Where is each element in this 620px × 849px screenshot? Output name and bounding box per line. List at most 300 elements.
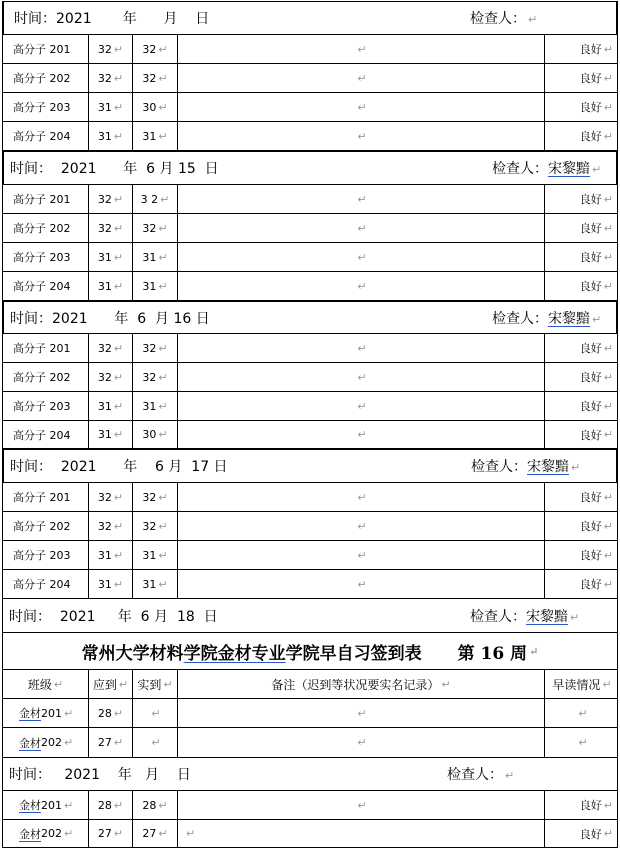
paragraph-mark: ↵	[113, 341, 124, 355]
expected-value: 32	[97, 519, 112, 533]
paragraph-mark: ↵	[158, 221, 168, 235]
class-cell: 高分子 204	[3, 421, 89, 448]
date-label	[10, 456, 228, 476]
expected-value: 28	[97, 798, 112, 812]
present-value: 32	[142, 519, 157, 533]
paragraph-mark: ↵	[113, 798, 124, 812]
expected-cell	[89, 272, 133, 300]
present-value: 31	[142, 548, 157, 562]
expected-value: 31	[97, 129, 112, 143]
paragraph-mark: ↵	[113, 706, 124, 720]
table-row	[2, 699, 618, 728]
paragraph-mark: ↵	[603, 798, 613, 812]
inspector-field	[470, 606, 579, 626]
paragraph-mark: ↵	[603, 370, 613, 384]
present-cell	[133, 820, 178, 847]
paragraph-mark: ↵	[603, 428, 613, 441]
paragraph-mark: ↵	[64, 798, 74, 812]
title-part: 学院金材专业	[183, 643, 286, 664]
expected-value: 31	[97, 428, 112, 441]
paragraph-mark: ↵	[118, 677, 129, 691]
expected-cell	[89, 64, 133, 92]
status-value: 良好	[579, 520, 602, 533]
paragraph-mark: ↵	[357, 71, 367, 85]
date-value: 2021 年 6 月 16 日	[52, 310, 210, 327]
class-number: 201	[41, 706, 62, 720]
status-value: 良好	[579, 400, 602, 413]
table-row	[2, 243, 618, 272]
expected-cell	[89, 214, 133, 242]
class-cell	[3, 699, 89, 727]
paragraph-mark: ↵	[603, 827, 613, 840]
paragraph-mark: ↵	[357, 706, 367, 720]
status-cell	[545, 93, 619, 121]
present-cell	[133, 272, 178, 300]
expected-cell	[89, 512, 133, 540]
present-cell	[133, 35, 178, 63]
class-number: 201	[41, 798, 62, 812]
class-cell: 高分子 204	[3, 570, 89, 598]
paragraph-mark: ↵	[357, 798, 367, 812]
present-value: 31	[142, 250, 157, 264]
class-cell	[3, 728, 89, 757]
inspector-field	[492, 158, 601, 178]
paragraph-mark: ↵	[163, 677, 173, 691]
table-row	[2, 214, 618, 243]
paragraph-mark: ↵	[357, 577, 367, 591]
inspector-label: 检查人：	[470, 11, 526, 27]
expected-value: 32	[97, 42, 112, 56]
paragraph-mark: ↵	[113, 827, 124, 840]
paragraph-mark: ↵	[528, 13, 538, 26]
note-cell	[178, 272, 545, 300]
present-value: 32	[142, 221, 157, 235]
status-value: 良好	[579, 43, 602, 56]
paragraph-mark: ↵	[357, 100, 367, 114]
paragraph-mark: ↵	[603, 100, 613, 114]
paragraph-mark: ↵	[113, 428, 124, 441]
paragraph-mark: ↵	[113, 71, 124, 85]
expected-value: 27	[97, 736, 112, 749]
expected-cell	[89, 35, 133, 63]
inspector-label: 检查人：	[492, 310, 548, 327]
status-cell	[545, 728, 619, 757]
paragraph-mark: ↵	[113, 399, 124, 413]
time-label: 时间：	[14, 11, 56, 27]
column-header-label: 备注（迟到等状况要实名记录）	[271, 677, 440, 692]
paragraph-mark: ↵	[441, 677, 451, 691]
paragraph-mark: ↵	[603, 399, 613, 413]
column-header-label: 应到	[92, 677, 117, 692]
class-link: 金材	[19, 827, 41, 841]
paragraph-mark: ↵	[158, 827, 168, 840]
paragraph-mark: ↵	[505, 769, 515, 782]
present-value: 32	[142, 71, 157, 85]
present-cell	[133, 699, 178, 727]
paragraph-mark: ↵	[357, 192, 367, 206]
note-cell	[178, 728, 545, 757]
expected-value: 31	[97, 548, 112, 562]
inspector-label: 检查人：	[470, 608, 526, 625]
paragraph-mark: ↵	[357, 221, 367, 235]
table-row	[2, 728, 618, 758]
status-cell	[545, 35, 619, 63]
paragraph-mark: ↵	[158, 71, 168, 85]
expected-value: 31	[97, 100, 112, 114]
paragraph-mark: ↵	[603, 341, 613, 355]
present-value: 31	[142, 577, 157, 591]
table-row	[2, 512, 618, 541]
status-value: 良好	[579, 578, 602, 591]
present-cell	[133, 185, 178, 213]
class-number: 202	[41, 736, 62, 749]
paragraph-mark: ↵	[357, 490, 367, 504]
paragraph-mark: ↵	[158, 370, 168, 384]
date-value: 2021 年 6 月 18 日	[51, 608, 218, 625]
time-label: 时间：	[9, 767, 51, 783]
expected-value: 32	[97, 490, 112, 504]
note-cell	[178, 392, 545, 420]
date-header-row	[2, 758, 618, 791]
table-row	[2, 272, 618, 301]
paragraph-mark: ↵	[592, 312, 602, 326]
paragraph-mark: ↵	[357, 279, 367, 293]
inspector-label: 检查人：	[447, 767, 503, 783]
paragraph-mark: ↵	[158, 428, 168, 441]
class-link: 金材	[19, 736, 41, 750]
present-cell	[133, 64, 178, 92]
status-cell	[545, 334, 619, 362]
present-cell	[133, 541, 178, 569]
paragraph-mark: ↵	[603, 192, 613, 206]
paragraph-mark: ↵	[64, 706, 74, 720]
table-row	[2, 483, 618, 512]
class-cell	[3, 791, 89, 819]
note-cell	[178, 214, 545, 242]
note-cell	[178, 122, 545, 150]
date-label	[9, 764, 191, 784]
present-value: 32	[142, 370, 157, 384]
class-cell: 高分子 202	[3, 64, 89, 92]
paragraph-mark: ↵	[113, 577, 124, 591]
class-cell: 高分子 201	[3, 483, 89, 511]
paragraph-mark: ↵	[158, 129, 168, 143]
present-value: 32	[142, 341, 157, 355]
paragraph-mark: ↵	[603, 519, 613, 533]
paragraph-mark: ↵	[158, 100, 168, 114]
inspector-field	[447, 764, 514, 784]
paragraph-mark: ↵	[113, 279, 124, 293]
sheet-title	[2, 633, 618, 670]
paragraph-mark: ↵	[603, 42, 613, 56]
table-row	[2, 122, 618, 151]
paragraph-mark: ↵	[186, 827, 196, 840]
present-cell	[133, 791, 178, 819]
expected-cell	[89, 363, 133, 391]
paragraph-mark: ↵	[113, 490, 124, 504]
paragraph-mark: ↵	[151, 736, 161, 749]
present-value: 30	[142, 100, 157, 114]
status-cell	[545, 791, 619, 819]
status-value: 良好	[579, 101, 602, 114]
inspector-field	[470, 8, 537, 28]
date-value: 2021 年 6 月 17 日	[52, 459, 228, 475]
date-label	[9, 606, 218, 626]
status-cell	[545, 214, 619, 242]
status-cell	[545, 122, 619, 150]
date-label	[10, 158, 219, 178]
paragraph-mark: ↵	[578, 706, 588, 720]
present-cell	[133, 421, 178, 448]
present-cell	[133, 214, 178, 242]
time-label: 时间：	[10, 310, 52, 327]
status-value: 良好	[579, 193, 602, 206]
expected-value: 32	[97, 370, 112, 384]
paragraph-mark: ↵	[158, 279, 168, 293]
date-header-row	[2, 301, 618, 334]
inspector-name: 宋黎黯	[548, 310, 590, 327]
expected-cell	[89, 122, 133, 150]
date-label	[14, 8, 209, 28]
expected-cell	[89, 243, 133, 271]
paragraph-mark: ↵	[158, 42, 168, 56]
inspector-label: 检查人：	[492, 161, 548, 177]
class-number: 202	[41, 827, 62, 840]
note-cell	[178, 243, 545, 271]
note-cell	[178, 483, 545, 511]
paragraph-mark: ↵	[602, 677, 612, 691]
present-value: 27	[142, 827, 157, 840]
paragraph-mark: ↵	[151, 706, 161, 720]
inspector-name: 宋黎黯	[548, 161, 590, 177]
table-row	[2, 64, 618, 93]
status-value: 良好	[579, 130, 602, 143]
status-cell	[545, 512, 619, 540]
date-header-row	[2, 599, 618, 633]
inspector-label: 检查人：	[471, 459, 527, 475]
present-cell	[133, 483, 178, 511]
paragraph-mark: ↵	[529, 644, 539, 658]
paragraph-mark: ↵	[158, 490, 168, 504]
table-row	[2, 363, 618, 392]
paragraph-mark: ↵	[357, 736, 367, 749]
status-cell	[545, 820, 619, 847]
status-value: 良好	[579, 251, 602, 264]
status-cell	[545, 363, 619, 391]
present-cell	[133, 570, 178, 598]
expected-cell	[89, 699, 133, 727]
date-header-row	[2, 449, 618, 483]
table-row	[2, 185, 618, 214]
class-cell: 高分子 201	[3, 334, 89, 362]
status-cell	[545, 421, 619, 448]
column-header-label: 班级	[27, 677, 52, 692]
status-cell	[545, 541, 619, 569]
note-cell	[178, 512, 545, 540]
status-cell	[545, 243, 619, 271]
expected-cell	[89, 570, 133, 598]
note-cell	[178, 35, 545, 63]
class-cell: 高分子 201	[3, 185, 89, 213]
note-cell	[178, 820, 545, 847]
present-cell	[133, 392, 178, 420]
class-cell: 高分子 204	[3, 122, 89, 150]
column-header-status	[545, 670, 619, 698]
status-value: 良好	[579, 549, 602, 562]
expected-value: 32	[97, 192, 112, 206]
note-cell	[178, 570, 545, 598]
status-value: 良好	[579, 280, 602, 293]
class-cell: 高分子 204	[3, 272, 89, 300]
date-value: 2021 年 6 月 15 日	[52, 161, 219, 177]
paragraph-mark: ↵	[113, 42, 124, 56]
paragraph-mark: ↵	[357, 428, 367, 441]
present-cell	[133, 122, 178, 150]
expected-cell	[89, 728, 133, 757]
inspector-name: 宋黎黯	[527, 459, 569, 475]
paragraph-mark: ↵	[603, 577, 613, 591]
paragraph-mark: ↵	[603, 71, 613, 85]
status-cell	[545, 570, 619, 598]
date-value: 2021 年 月 日	[51, 767, 191, 783]
status-value: 良好	[579, 72, 602, 85]
paragraph-mark: ↵	[357, 548, 367, 562]
paragraph-mark: ↵	[158, 250, 168, 264]
paragraph-mark: ↵	[592, 163, 602, 176]
note-cell	[178, 699, 545, 727]
paragraph-mark: ↵	[603, 490, 613, 504]
column-header-note	[178, 670, 545, 698]
week-label: 第 16 周	[457, 643, 528, 664]
present-value: 32	[142, 42, 157, 56]
class-cell: 高分子 203	[3, 243, 89, 271]
expected-cell	[89, 421, 133, 448]
status-cell	[545, 483, 619, 511]
status-cell	[545, 64, 619, 92]
paragraph-mark: ↵	[113, 129, 124, 143]
column-header-present	[133, 670, 178, 698]
date-label	[10, 308, 210, 328]
expected-cell	[89, 392, 133, 420]
present-cell	[133, 93, 178, 121]
expected-value: 32	[97, 221, 112, 235]
expected-cell	[89, 791, 133, 819]
present-value: 31	[142, 279, 157, 293]
present-value: 28	[142, 798, 157, 812]
paragraph-mark: ↵	[603, 250, 613, 264]
expected-cell	[89, 820, 133, 847]
column-header-row	[2, 670, 618, 699]
note-cell	[178, 64, 545, 92]
expected-cell	[89, 483, 133, 511]
paragraph-mark: ↵	[357, 519, 367, 533]
class-cell: 高分子 203	[3, 392, 89, 420]
class-cell: 高分子 202	[3, 512, 89, 540]
present-cell	[133, 363, 178, 391]
present-value: 31	[142, 399, 157, 413]
table-row	[2, 35, 618, 64]
column-header-class	[3, 670, 89, 698]
paragraph-mark: ↵	[603, 129, 613, 143]
paragraph-mark: ↵	[158, 519, 168, 533]
expected-cell	[89, 93, 133, 121]
expected-cell	[89, 334, 133, 362]
column-header-label: 实到	[137, 677, 162, 692]
expected-value: 31	[97, 399, 112, 413]
table-row	[2, 334, 618, 363]
expected-value: 28	[97, 706, 112, 720]
paragraph-mark: ↵	[113, 519, 124, 533]
paragraph-mark: ↵	[357, 341, 367, 355]
class-cell: 高分子 203	[3, 541, 89, 569]
expected-cell	[89, 185, 133, 213]
paragraph-mark: ↵	[571, 461, 581, 474]
class-cell: 高分子 202	[3, 363, 89, 391]
table-row	[2, 392, 618, 421]
paragraph-mark: ↵	[64, 736, 74, 749]
status-value: 良好	[579, 799, 602, 812]
present-value: 3 2	[140, 192, 159, 206]
title-part: 学院早自习签到表	[285, 643, 422, 664]
table-row	[2, 820, 618, 848]
paragraph-mark: ↵	[113, 736, 124, 749]
table-row	[2, 791, 618, 820]
status-cell	[545, 699, 619, 727]
paragraph-mark: ↵	[357, 129, 367, 143]
paragraph-mark: ↵	[603, 221, 613, 235]
time-label: 时间：	[9, 608, 51, 625]
present-value: 31	[142, 129, 157, 143]
paragraph-mark: ↵	[113, 250, 124, 264]
paragraph-mark: ↵	[64, 827, 74, 840]
note-cell	[178, 185, 545, 213]
paragraph-mark: ↵	[158, 399, 168, 413]
note-cell	[178, 421, 545, 448]
paragraph-mark: ↵	[160, 192, 170, 206]
date-value: 2021 年 月 日	[56, 11, 210, 27]
expected-value: 27	[97, 827, 112, 840]
expected-value: 31	[97, 250, 112, 264]
inspector-name: 宋黎黯	[526, 608, 568, 625]
inspector-field	[471, 456, 580, 476]
paragraph-mark: ↵	[113, 192, 124, 206]
inspector-field	[492, 308, 601, 328]
class-cell: 高分子 203	[3, 93, 89, 121]
table-row	[2, 541, 618, 570]
date-header-row	[2, 1, 618, 35]
present-value: 30	[142, 428, 157, 441]
present-value: 32	[142, 490, 157, 504]
note-cell	[178, 334, 545, 362]
time-label: 时间：	[10, 161, 52, 177]
status-cell	[545, 392, 619, 420]
paragraph-mark: ↵	[357, 42, 367, 56]
present-cell	[133, 243, 178, 271]
paragraph-mark: ↵	[570, 610, 580, 624]
title-part: 常州大学材料	[81, 643, 184, 664]
paragraph-mark: ↵	[113, 221, 124, 235]
status-value: 良好	[579, 428, 602, 442]
class-link: 金材	[19, 799, 41, 812]
date-header-row	[2, 151, 618, 185]
status-value: 良好	[579, 827, 602, 841]
paragraph-mark: ↵	[113, 370, 124, 384]
status-cell	[545, 272, 619, 300]
column-header-expected	[89, 670, 133, 698]
note-cell	[178, 541, 545, 569]
paragraph-mark: ↵	[158, 548, 168, 562]
status-cell	[545, 185, 619, 213]
